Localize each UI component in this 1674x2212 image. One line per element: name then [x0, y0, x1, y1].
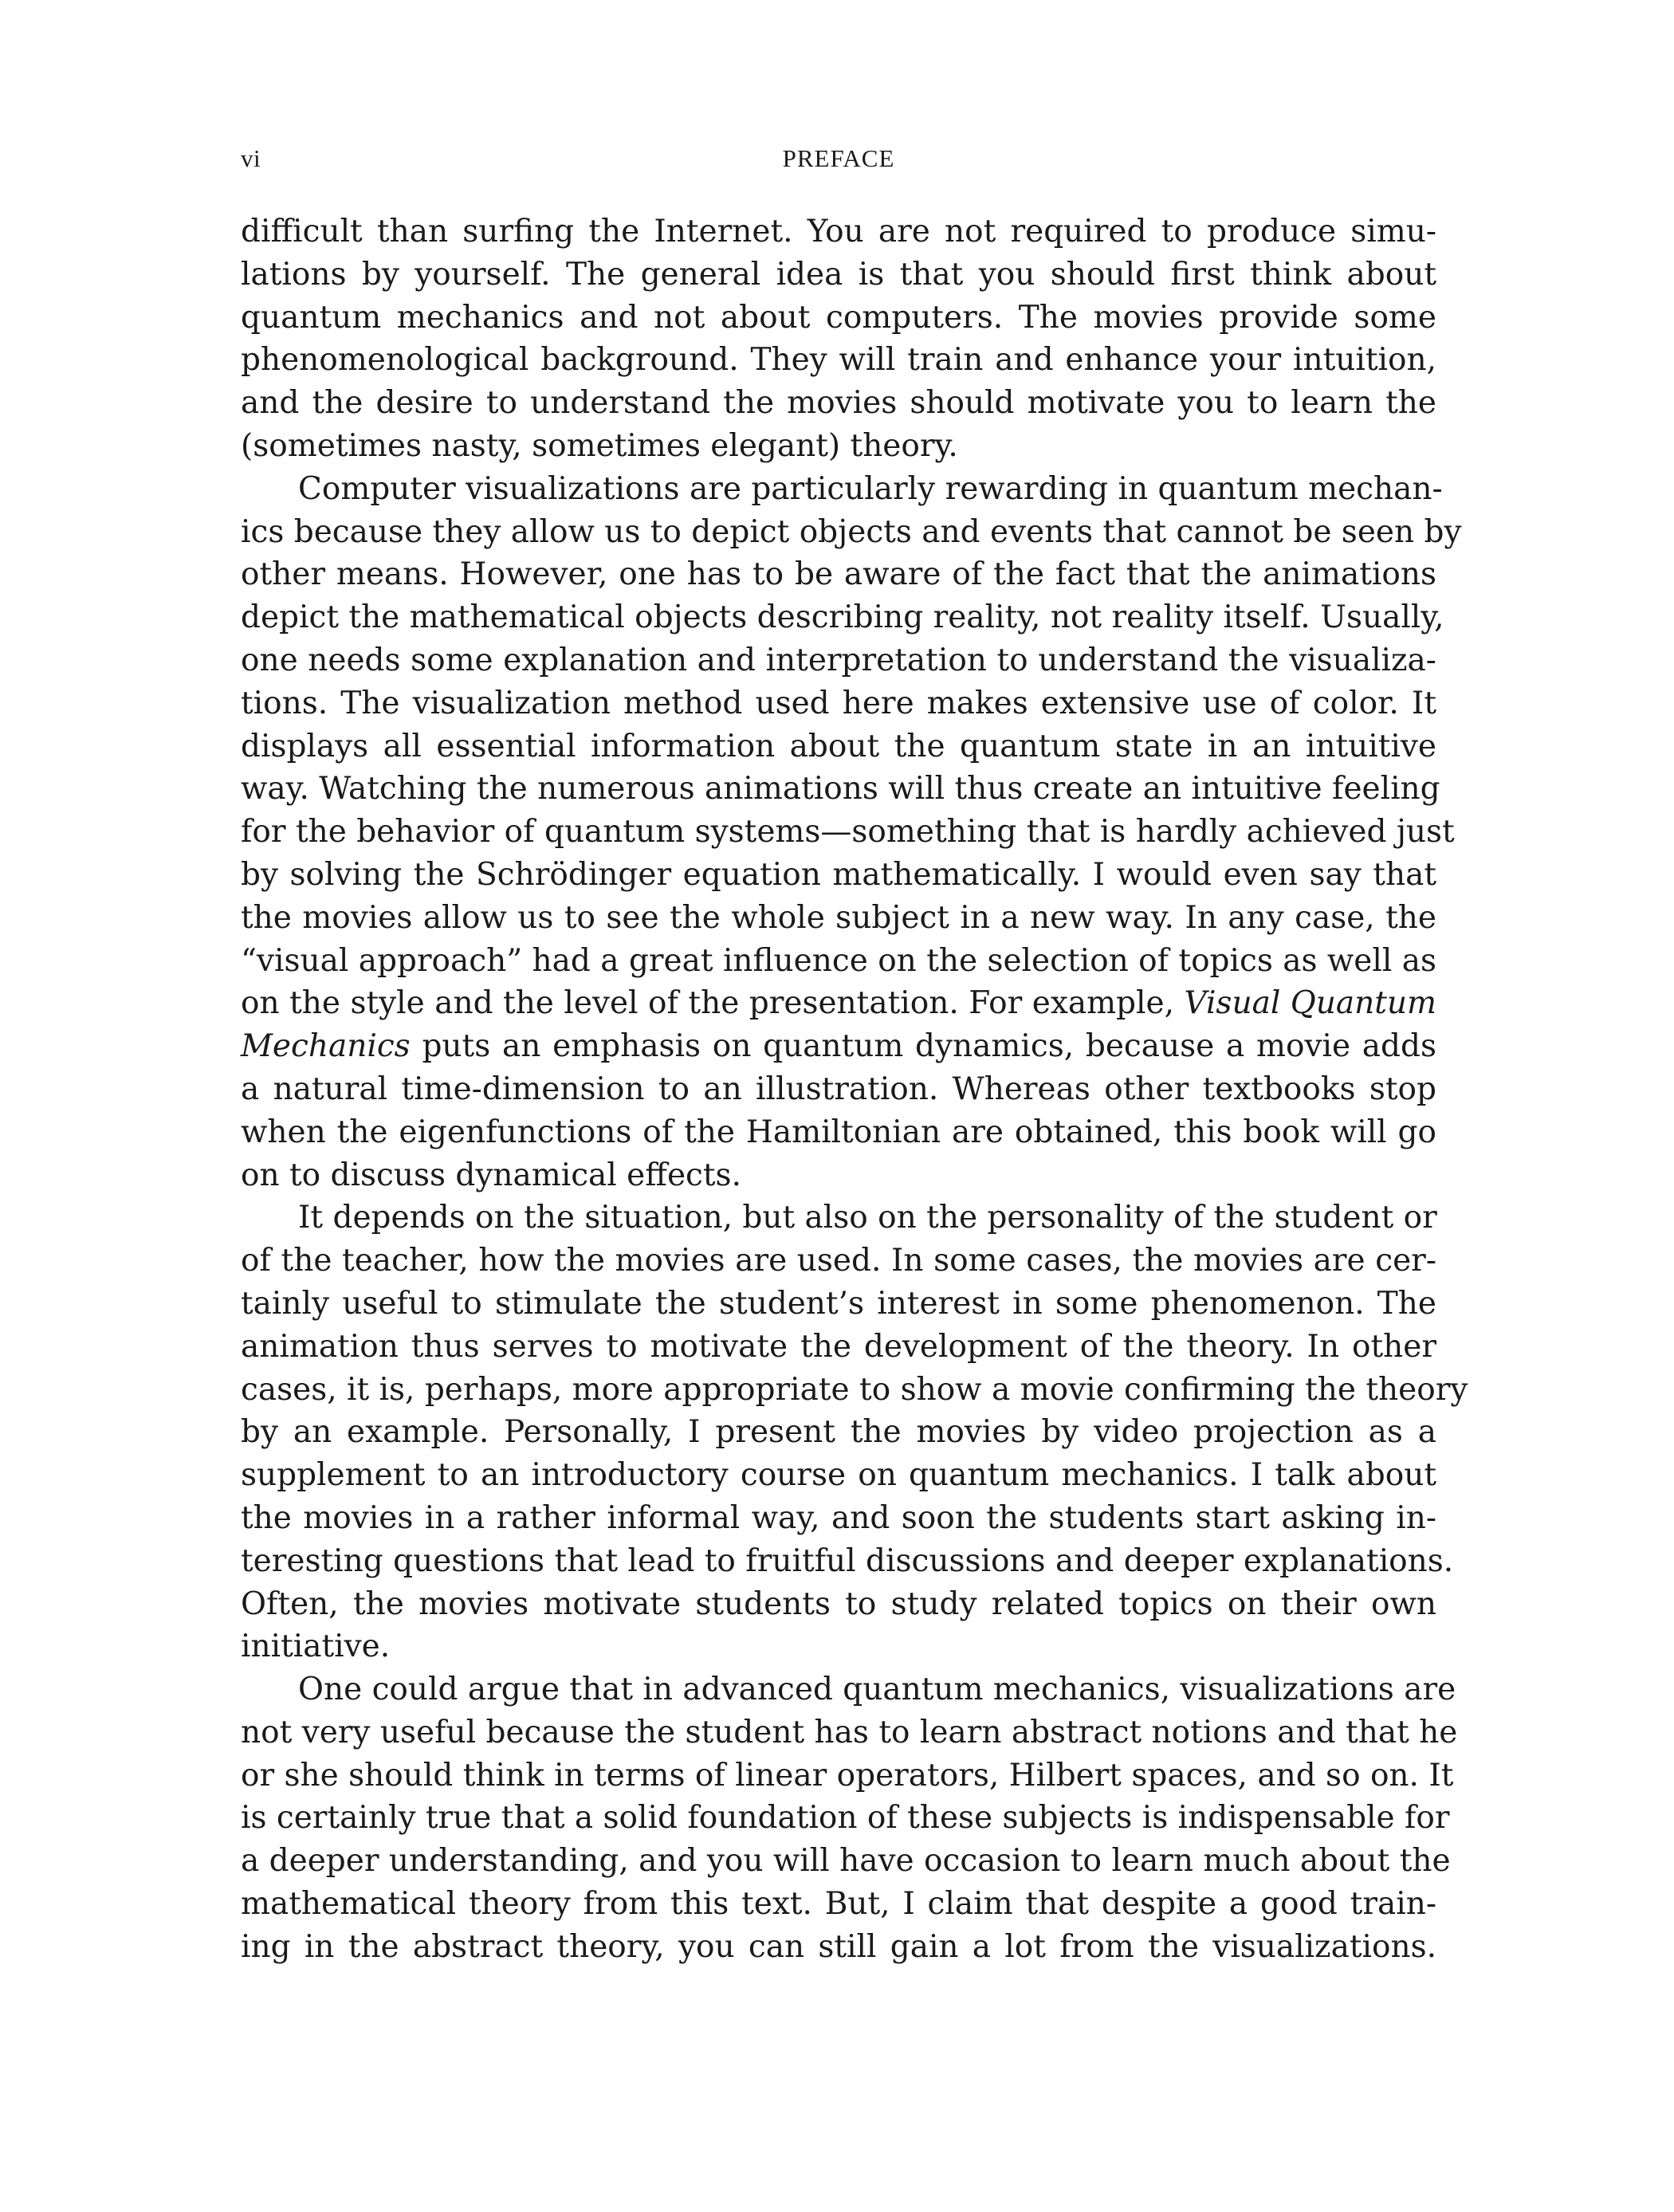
text-line	[241, 253, 1436, 297]
text-line	[241, 1454, 1436, 1497]
text-line	[241, 382, 1436, 425]
text-line	[241, 1540, 1454, 1583]
line-text: supplement to an introductory course on quantum mechanics. I talk about	[241, 1457, 1436, 1494]
line-text: other means. However, one has to be aware of the fact that the animations	[241, 556, 1436, 593]
line-text: a natural time-dimension to an illustration. Whereas other textbooks stop	[241, 1071, 1436, 1107]
text-line	[241, 1025, 1436, 1068]
text-line	[241, 297, 1436, 340]
italic-span: Mechanics	[241, 1028, 411, 1065]
text-line	[241, 811, 1455, 854]
text-line	[241, 1240, 1436, 1283]
line-text: animation thus serves to motivate the development of the theory. In other	[241, 1328, 1436, 1365]
line-text: phenomenological background. They will train and enhance your intuition,	[241, 342, 1436, 379]
line-text: or she should think in terms of linear operators, Hilbert spaces, and so on. It	[241, 1757, 1454, 1794]
line-text: (sometimes nasty, sometimes elegant) theory.	[241, 427, 958, 464]
text-line	[241, 511, 1462, 554]
line-text: is certainly true that a solid foundation of these subjects is indispensable for	[241, 1800, 1450, 1837]
text-line	[241, 940, 1436, 983]
line-text: displays all essential information about the quantum state in an intuitive	[241, 728, 1436, 764]
line-text: the movies in a rather informal way, and soon the students start asking in-	[241, 1499, 1436, 1536]
line-text: puts an emphasis on quantum dynamics, because a movie adds	[422, 1028, 1436, 1065]
text-line	[241, 1625, 1436, 1668]
text-line	[241, 339, 1436, 382]
line-text: Often, the movies motivate students to study related topics on their own	[241, 1585, 1436, 1622]
running-head	[241, 144, 1436, 176]
page-number: vi	[241, 144, 261, 172]
line-text: quantum mechanics and not about computers. The movies provide some	[241, 299, 1436, 336]
line-text: the movies allow us to see the whole subject in a new way. In any case, the	[241, 899, 1436, 936]
line-text: of the teacher, how the movies are used. In some cases, the movies are cer-	[241, 1243, 1436, 1279]
text-line	[241, 1283, 1436, 1326]
text-line	[241, 854, 1436, 897]
text-line	[241, 1411, 1436, 1454]
line-text: on to discuss dynamical effects.	[241, 1157, 741, 1193]
text-line	[241, 1196, 1436, 1240]
line-text: One could argue that in advanced quantum mechanics, visualizations are	[298, 1672, 1456, 1708]
text-line	[241, 1497, 1436, 1540]
line-text: cases, it is, perhaps, more appropriate to show a movie confirming the theory	[241, 1371, 1468, 1408]
line-text: depict the mathematical objects describing reality, not reality itself. Usually,	[241, 599, 1444, 636]
text-line	[241, 1326, 1436, 1369]
italic-span: Visual Quantum	[1184, 985, 1437, 1022]
text-line	[241, 897, 1436, 940]
line-text: and the desire to understand the movies should motivate you to learn the	[241, 385, 1436, 422]
text-line	[241, 768, 1440, 811]
text-line	[241, 1883, 1436, 1926]
line-text: on the style and the level of the presentation. For example,	[241, 985, 1174, 1022]
text-line	[241, 1111, 1436, 1154]
line-text: Computer visualizations are particularly rewarding in quantum mechan-	[298, 470, 1443, 507]
text-line	[241, 596, 1444, 639]
line-text: when the eigenfunctions of the Hamiltonian are obtained, this book will go	[241, 1114, 1436, 1150]
line-text: one needs some explanation and interpretation to understand the visualiza-	[241, 642, 1436, 678]
line-text: way. Watching the numerous animations will thus create an intuitive feeling	[241, 771, 1440, 807]
line-text: mathematical theory from this text. But, I claim that despite a good train-	[241, 1886, 1436, 1923]
line-text: by an example. Personally, I present the movies by video projection as a	[241, 1414, 1436, 1451]
text-line	[241, 210, 1436, 253]
text-line	[241, 1840, 1451, 1883]
line-text: ing in the abstract theory, you can still gain a lot from the visualizations.	[241, 1928, 1436, 1965]
text-line	[241, 1926, 1436, 1969]
text-line	[241, 639, 1436, 682]
text-line	[241, 682, 1436, 725]
text-line	[241, 1583, 1436, 1626]
text-line	[241, 1068, 1436, 1111]
line-text: difficult than surfing the Internet. You are not required to produce simu-	[241, 214, 1436, 249]
text-line	[241, 1668, 1456, 1711]
text-line	[241, 1797, 1450, 1840]
line-text: a deeper understanding, and you will have occasion to learn much about the	[241, 1843, 1451, 1880]
text-line	[241, 425, 1436, 468]
body-text	[241, 210, 1468, 1969]
line-text: teresting questions that lead to fruitful discussions and deeper explanations.	[241, 1542, 1454, 1579]
line-text: tainly useful to stimulate the student’s interest in some phenomenon. The	[241, 1285, 1436, 1322]
line-text: lations by yourself. The general idea is that you should first think about	[241, 256, 1436, 293]
line-text: initiative.	[241, 1629, 391, 1665]
text-line	[241, 1711, 1458, 1754]
text-line	[241, 1369, 1468, 1412]
line-text: tions. The visualization method used here makes extensive use of color. It	[241, 685, 1436, 721]
line-text: by solving the Schrödinger equation mathematically. I would even say that	[241, 856, 1436, 893]
text-line	[241, 725, 1436, 768]
text-line	[241, 553, 1436, 596]
line-text: ics because they allow us to depict objects and events that cannot be seen by	[241, 513, 1462, 550]
text-line	[241, 468, 1443, 511]
line-text: for the behavior of quantum systems—something that is hardly achieved just	[241, 814, 1455, 851]
text-line	[241, 1154, 1436, 1197]
running-title: PREFACE	[782, 144, 895, 172]
text-line	[241, 1754, 1454, 1797]
line-text: “visual approach” had a great influence on the selection of topics as well as	[241, 942, 1436, 979]
line-text: It depends on the situation, but also on the personality of the student or	[298, 1200, 1437, 1236]
text-line	[241, 982, 1436, 1025]
line-text: not very useful because the student has to learn abstract notions and that he	[241, 1714, 1458, 1750]
